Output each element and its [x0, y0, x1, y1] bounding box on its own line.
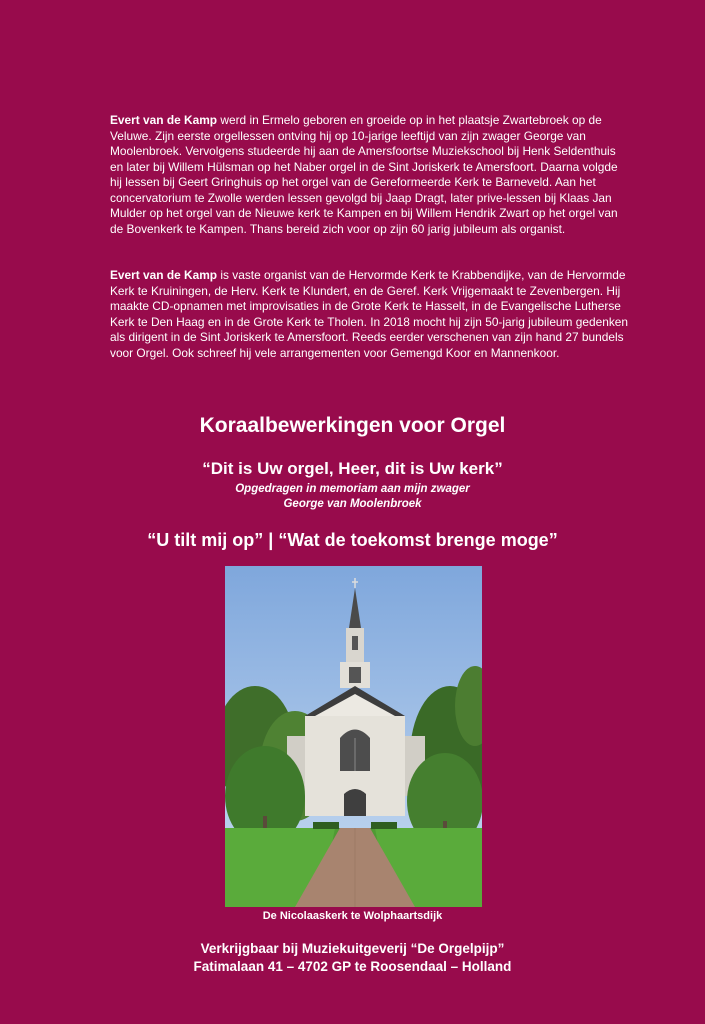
biography-text-2: is vaste organist van de Hervormde Kerk te Krabbendijke, van de Hervormde Kerk te Kruiningen, de Herv. Kerk te Klundert, en de Geref. Kerk Vrijgemaakt te Zevenbergen. Hij maakte CD-opnamen met improvisaties in de Grote Kerk te Hasselt, in de Evangelische Lutherse Kerk te Den Haag en in de Grote Kerk te Tholen. In 2018 mocht hij zijn 50-jarig jubileum gedenken als dirigent in de Sint Joriskerk te Amersfoort. Reeds eerder verschenen van zijn hand 27 bundels voor Orgel. Ook schreef hij vele arrangementen voor Gemengd Koor en Mannenkoor. [110, 268, 628, 360]
composer-name: Evert van de Kamp [110, 113, 218, 127]
church-photo [225, 566, 482, 907]
piece-title-2: “U tilt mij op” | “Wat de toekomst brenge moge” [147, 530, 558, 550]
dedication-line-1: Opgedragen in memoriam aan mijn zwager [235, 483, 470, 495]
photo-caption: De Nicolaaskerk te Wolphaartsdijk [262, 910, 443, 922]
biography-paragraph-1 [110, 113, 630, 237]
composer-name: Evert van de Kamp [110, 268, 218, 282]
collection-heading: Koraalbewerkingen voor Orgel [199, 414, 506, 437]
piece-title-1: “Dit is Uw orgel, Heer, dit is Uw kerk” [202, 459, 503, 478]
availability-address: Fatimalaan 41 – 4702 GP te Roosendaal – Holland [193, 959, 512, 974]
biography-paragraph-2 [110, 268, 630, 361]
biography-text-1: werd in Ermelo geboren en groeide op in het plaatsje Zwartebroek op de Veluwe. Zijn eerste orgellessen ontving hij op 10-jarige leeftijd van zijn zwager George van Moolenbroek. Vervolgens studeerde hij aan de Amersfoortse Muziekschool bij Henk Seldenthuis en later bij Willem Hülsman op het Naber orgel in de Sint Joriskerk te Amersfoort. Daarna volgde hij lessen bij Geert Gringhuis op het orgel van de Gereformeerde Kerk te Barneveld. Aan het concervatorium te Zwolle werden lessen gevolgd bij Jaap Dragt, later prive-lessen bij Klaas Jan Mulder op het orgel van de Nieuwe kerk te Kampen en bij Willem Hendrik Zwart op het orgel van de Bovenkerk te Kampen. Thans bereid zich voor op zijn 60 jarig jubileum als organist. [110, 113, 618, 236]
availability-publisher: Verkrijgbaar bij Muziekuitgeverij “De Orgelpijp” [200, 941, 505, 956]
dedication-line-2: George van Moolenbroek [283, 498, 422, 510]
